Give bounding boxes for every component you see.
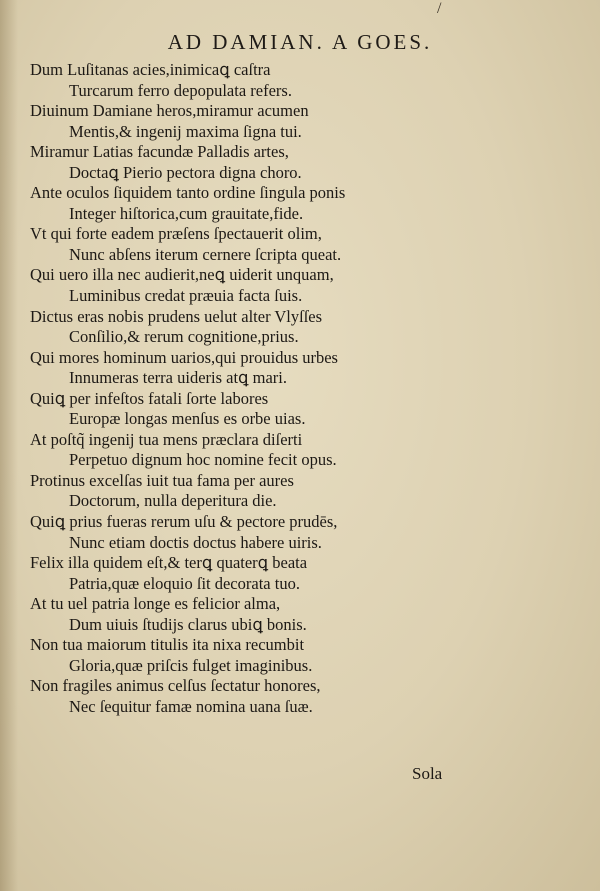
pentameter-line: Dum uiuis ſtudijs clarus ubiꝗ bonis. — [69, 614, 307, 634]
hexameter-line: Qui mores hominum uarios,qui prouidus urbes — [30, 347, 338, 367]
running-head: AD DAMIAN. A GOES. — [167, 30, 433, 54]
hexameter-line: Non tua maiorum titulis ita nixa recumbit — [30, 635, 305, 655]
pentameter-line: Patria,quæ eloquio ſit decorata tuo. — [69, 573, 300, 593]
corner-mark: / — [437, 0, 442, 17]
hexameter-line: Miramur Latias facundæ Palladis artes, — [30, 142, 289, 162]
hexameter-line: Diuinum Damiane heros,miramur acumen — [30, 101, 309, 121]
hexameter-line: At poſtq̃ ingenij tua mens præclara diſerti — [30, 429, 303, 449]
pentameter-line: Innumeras terra uideris atꝗ mari. — [69, 368, 288, 388]
hexameter-line: Non fragiles animus celſus ſectatur honores, — [30, 676, 321, 696]
hexameter-line: Quiꝗ per infeſtos fatali ſorte labores — [30, 388, 269, 408]
pentameter-line: Turcarum ferro depopulata refers. — [69, 80, 292, 100]
pentameter-line: Nunc etiam doctis doctus habere uiris. — [69, 532, 322, 552]
pentameter-line: Integer hiſtorica,cum grauitate,fide. — [69, 203, 304, 223]
hexameter-line: Protinus excelſas iuit tua fama per aures — [30, 470, 294, 490]
hexameter-line: Dictus eras nobis prudens uelut alter Vlyſſes — [30, 306, 323, 326]
hexameter-line: At tu uel patria longe es felicior alma, — [30, 594, 281, 614]
pentameter-line: Europæ longas menſus es orbe uias. — [69, 409, 306, 429]
pentameter-line: Doctorum, nulla deperitura die. — [69, 491, 277, 511]
pentameter-line: Perpetuo dignum hoc nomine fecit opus. — [69, 450, 337, 470]
hexameter-line: Vt qui forte eadem præſens ſpectauerit olim, — [30, 224, 322, 244]
hexameter-line: Quiꝗ prius fueras rerum uſu & pectore prudēs, — [30, 512, 338, 532]
hexameter-line: Qui uero illa nec audierit,neꝗ uiderit unquam, — [30, 265, 334, 285]
hexameter-line: Dum Luſitanas acies,inimicaꝗ caſtra — [30, 60, 271, 79]
poem-body — [30, 60, 460, 718]
pentameter-line: Nec ſequitur famæ nomina uana ſuæ. — [69, 696, 313, 716]
hexameter-line: Felix illa quidem eſt,& terꝗ quaterꝗ beata — [30, 553, 308, 573]
pentameter-line: Mentis,& ingenij maxima ſigna tui. — [69, 121, 302, 141]
catchword: Sola — [412, 764, 443, 783]
pentameter-line: Luminibus credat præuia facta ſuis. — [69, 286, 303, 306]
pentameter-line: Conſilio,& rerum cognitione,prius. — [69, 327, 299, 347]
pentameter-line: Doctaꝗ Pierio pectora digna choro. — [69, 162, 302, 182]
hexameter-line: Ante oculos ſiquidem tanto ordine ſingula ponis — [30, 183, 346, 203]
pentameter-line: Nunc abſens iterum cernere ſcripta queat. — [69, 244, 342, 264]
pentameter-line: Gloria,quæ priſcis fulget imaginibus. — [69, 655, 313, 675]
